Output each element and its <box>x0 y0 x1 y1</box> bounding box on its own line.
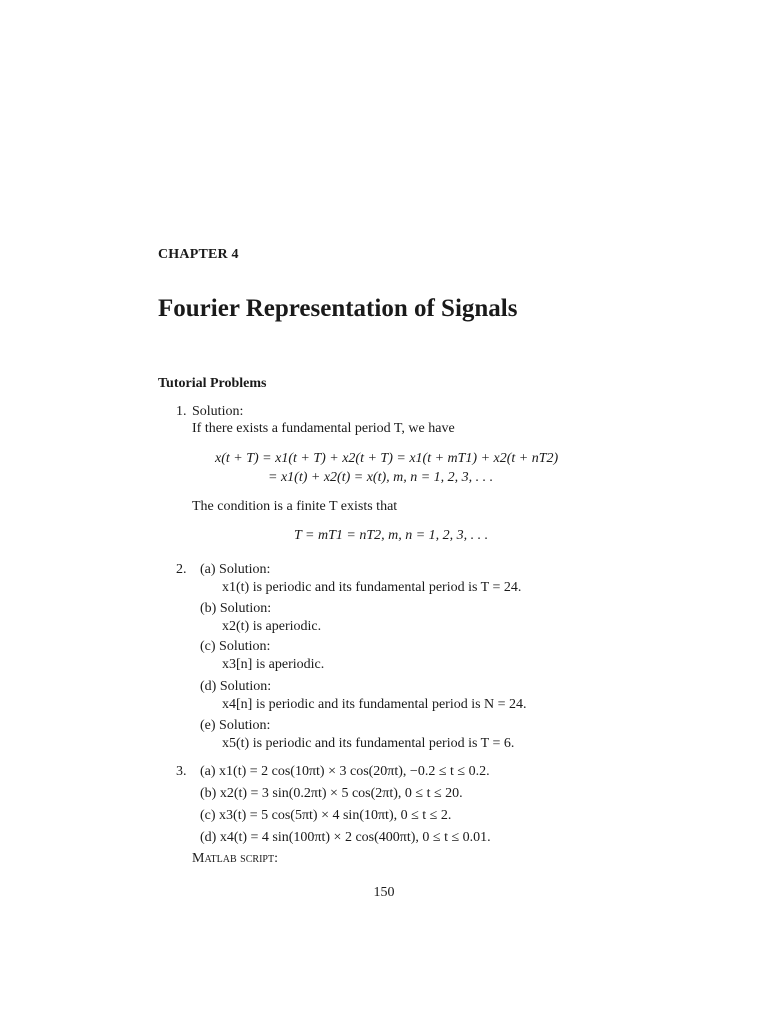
problem-1-line1: If there exists a fundamental period T, we have <box>192 421 455 436</box>
problem-1-number: 1. <box>176 404 187 419</box>
chapter-label: CHAPTER 4 <box>158 247 239 262</box>
problem-1-heading: Solution: <box>192 404 244 419</box>
problem-3d: (d) x4(t) = 4 sin(100πt) × 2 cos(400πt), 0 ≤ t ≤ 0.01. <box>200 830 491 845</box>
problem-3b: (b) x2(t) = 3 sin(0.2πt) × 5 cos(2πt), 0 ≤ t ≤ 20. <box>200 786 463 801</box>
problem-3-number: 3. <box>176 764 187 779</box>
problem-2b-text: x2(t) is aperiodic. <box>222 619 322 634</box>
problem-3-script-label: Matlab script: <box>192 851 278 866</box>
problem-2-number: 2. <box>176 562 187 577</box>
problem-2d-label: (d) Solution: <box>200 679 272 694</box>
problem-2e-label: (e) Solution: <box>200 718 271 733</box>
problem-2e-text: x5(t) is periodic and its fundamental period is T = 6. <box>222 736 515 751</box>
problem-2a-label: (a) Solution: <box>200 562 271 577</box>
problem-2c-label: (c) Solution: <box>200 639 271 654</box>
problem-3c: (c) x3(t) = 5 cos(5πt) × 4 sin(10πt), 0 ≤ t ≤ 2. <box>200 808 452 823</box>
problem-3a: (a) x1(t) = 2 cos(10πt) × 3 cos(20πt), −0.2 ≤ t ≤ 0.2. <box>200 764 490 779</box>
section-heading: Tutorial Problems <box>158 376 267 391</box>
problem-2b-label: (b) Solution: <box>200 601 272 616</box>
problem-1-eq2: = x1(t) + x2(t) = x(t), m, n = 1, 2, 3, . . . <box>268 470 494 485</box>
problem-1-eq3: T = mT1 = nT2, m, n = 1, 2, 3, . . . <box>294 528 489 543</box>
problem-1-line2: The condition is a finite T exists that <box>192 499 398 514</box>
problem-1-eq1: x(t + T) = x1(t + T) + x2(t + T) = x1(t + mT1) + x2(t + nT2) <box>215 451 559 466</box>
page-number: 150 <box>373 885 395 900</box>
problem-2c-text: x3[n] is aperiodic. <box>222 657 325 672</box>
chapter-title: Fourier Representation of Signals <box>158 295 518 322</box>
problem-2d-text: x4[n] is periodic and its fundamental period is N = 24. <box>222 697 527 712</box>
problem-2a-text: x1(t) is periodic and its fundamental period is T = 24. <box>222 580 522 595</box>
